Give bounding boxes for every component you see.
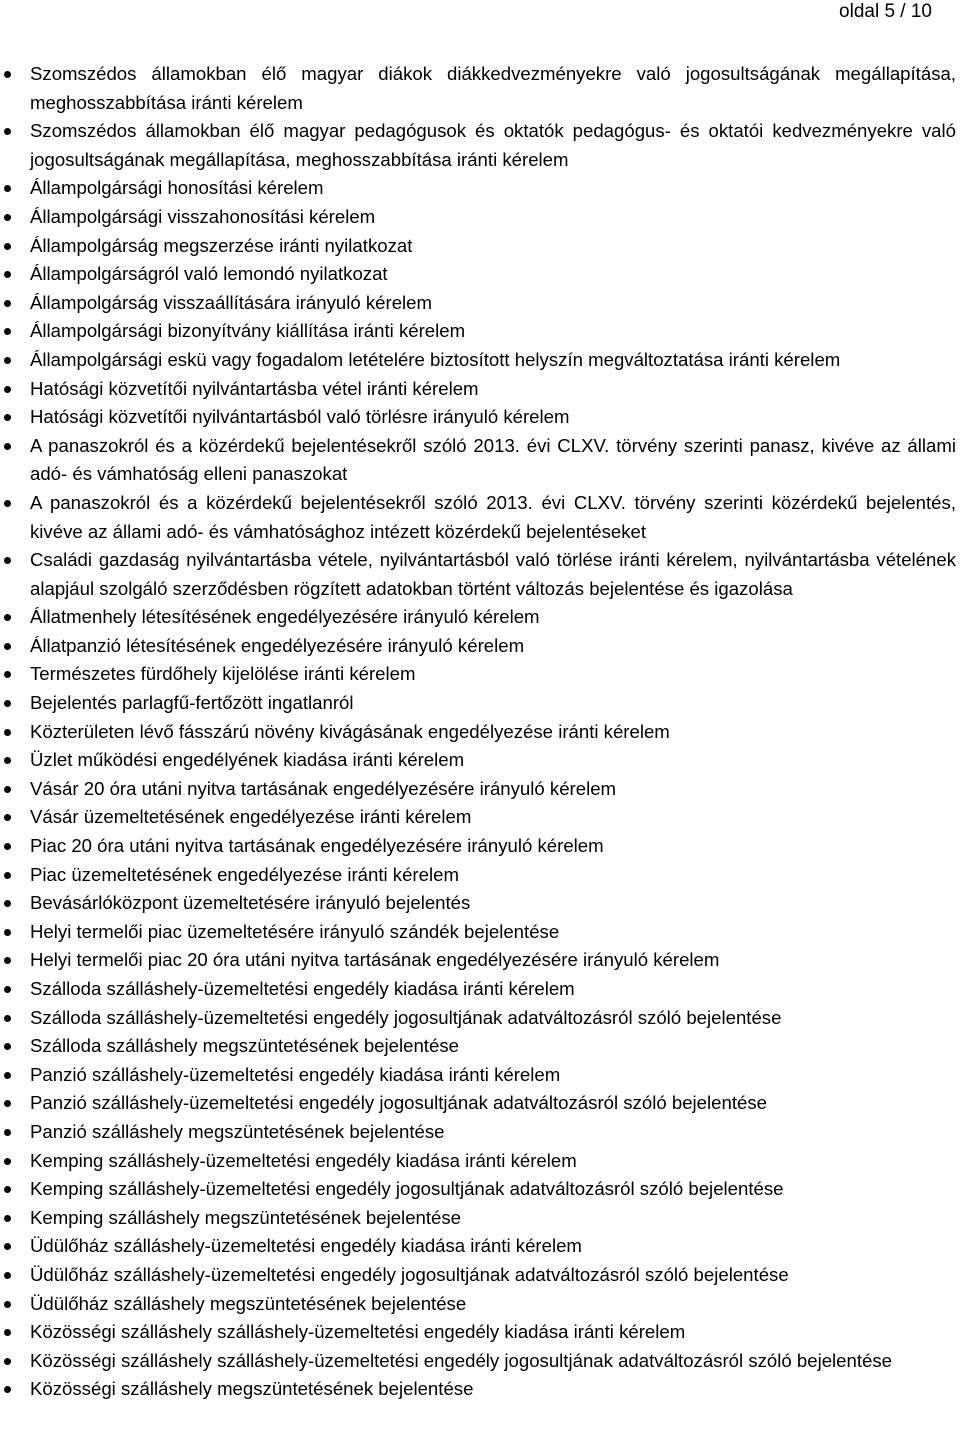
list-item: Üdülőház szálláshely-üzemeltetési engedély jogosultjának adatváltozásról szóló bejelentése [0,1261,960,1290]
list-item: Állampolgárság visszaállítására irányuló kérelem [0,289,960,318]
list-item: Helyi termelői piac 20 óra utáni nyitva tartásának engedélyezésére irányuló kérelem [0,946,960,975]
page-indicator: oldal 5 / 10 [839,1,932,22]
list-item: Állampolgárságról való lemondó nyilatkozat [0,260,960,289]
list-item: Közösségi szálláshely szálláshely-üzemeltetési engedély jogosultjának adatváltozásról szóló bejelentése [0,1347,960,1376]
list-item: Üzlet működési engedélyének kiadása iránti kérelem [0,746,960,775]
list-item: Állampolgárság megszerzése iránti nyilatkozat [0,232,960,261]
list-item: A panaszokról és a közérdekű bejelentésekről szóló 2013. évi CLXV. törvény szerinti panasz, kivéve az állami adó- és vámhatóság elleni panaszokat [0,432,960,489]
list-item: Kemping szálláshely-üzemeltetési engedély kiadása iránti kérelem [0,1147,960,1176]
list-item: Panzió szálláshely-üzemeltetési engedély kiadása iránti kérelem [0,1061,960,1090]
list-item: Vásár 20 óra utáni nyitva tartásának engedélyezésére irányuló kérelem [0,775,960,804]
list-item: Közösségi szálláshely megszüntetésének bejelentése [0,1375,960,1404]
bullet-list [0,60,960,1404]
list-item: A panaszokról és a közérdekű bejelentésekről szóló 2013. évi CLXV. törvény szerinti közérdekű bejelentés, kivéve az állami adó- és vámhatósághoz intézett közérdekű bejelentéseket [0,489,960,546]
list-item: Állampolgársági visszahonosítási kérelem [0,203,960,232]
list-item: Szálloda szálláshely megszüntetésének bejelentése [0,1032,960,1061]
list-item: Szomszédos államokban élő magyar diákok diákkedvezményekre való jogosultságának megállapítása, meghosszabbítása iránti kérelem [0,60,960,117]
list-item: Piac üzemeltetésének engedélyezése iránti kérelem [0,861,960,890]
list-item: Közterületen lévő fásszárú növény kivágásának engedélyezése iránti kérelem [0,718,960,747]
list-item: Állampolgársági eskü vagy fogadalom letételére biztosított helyszín megváltoztatása iránti kérelem [0,346,960,375]
list-item: Üdülőház szálláshely-üzemeltetési engedély kiadása iránti kérelem [0,1232,960,1261]
list-item: Hatósági közvetítői nyilvántartásból való törlésre irányuló kérelem [0,403,960,432]
list-item: Piac 20 óra utáni nyitva tartásának engedélyezésére irányuló kérelem [0,832,960,861]
list-item: Állampolgársági honosítási kérelem [0,174,960,203]
list-item: Helyi termelői piac üzemeltetésére irányuló szándék bejelentése [0,918,960,947]
list-item: Panzió szálláshely megszüntetésének bejelentése [0,1118,960,1147]
list-item: Bevásárlóközpont üzemeltetésére irányuló bejelentés [0,889,960,918]
list-item: Állatmenhely létesítésének engedélyezésére irányuló kérelem [0,603,960,632]
list-item: Szálloda szálláshely-üzemeltetési engedély jogosultjának adatváltozásról szóló bejelentése [0,1004,960,1033]
list-item: Üdülőház szálláshely megszüntetésének bejelentése [0,1290,960,1319]
list-item: Szálloda szálláshely-üzemeltetési engedély kiadása iránti kérelem [0,975,960,1004]
list-item: Vásár üzemeltetésének engedélyezése iránti kérelem [0,803,960,832]
list-item: Kemping szálláshely megszüntetésének bejelentése [0,1204,960,1233]
list-item: Hatósági közvetítői nyilvántartásba vétel iránti kérelem [0,375,960,404]
list-item: Természetes fürdőhely kijelölése iránti kérelem [0,660,960,689]
list-item: Kemping szálláshely-üzemeltetési engedély jogosultjának adatváltozásról szóló bejelentése [0,1175,960,1204]
list-item: Állampolgársági bizonyítvány kiállítása iránti kérelem [0,317,960,346]
list-item: Panzió szálláshely-üzemeltetési engedély jogosultjának adatváltozásról szóló bejelentése [0,1089,960,1118]
list-item: Szomszédos államokban élő magyar pedagógusok és oktatók pedagógus- és oktatói kedvezményekre való jogosultságának megállapítása, meghosszabbítása iránti kérelem [0,117,960,174]
list-item: Állatpanzió létesítésének engedélyezésére irányuló kérelem [0,632,960,661]
list-item: Közösségi szálláshely szálláshely-üzemeltetési engedély kiadása iránti kérelem [0,1318,960,1347]
list-item: Családi gazdaság nyilvántartásba vétele, nyilvántartásból való törlése iránti kérelem, nyilvántartásba vételének alapjául szolgáló szerződésben rögzített adatokban történt változás bejelentése és igazolása [0,546,960,603]
list-item: Bejelentés parlagfű-fertőzött ingatlanról [0,689,960,718]
